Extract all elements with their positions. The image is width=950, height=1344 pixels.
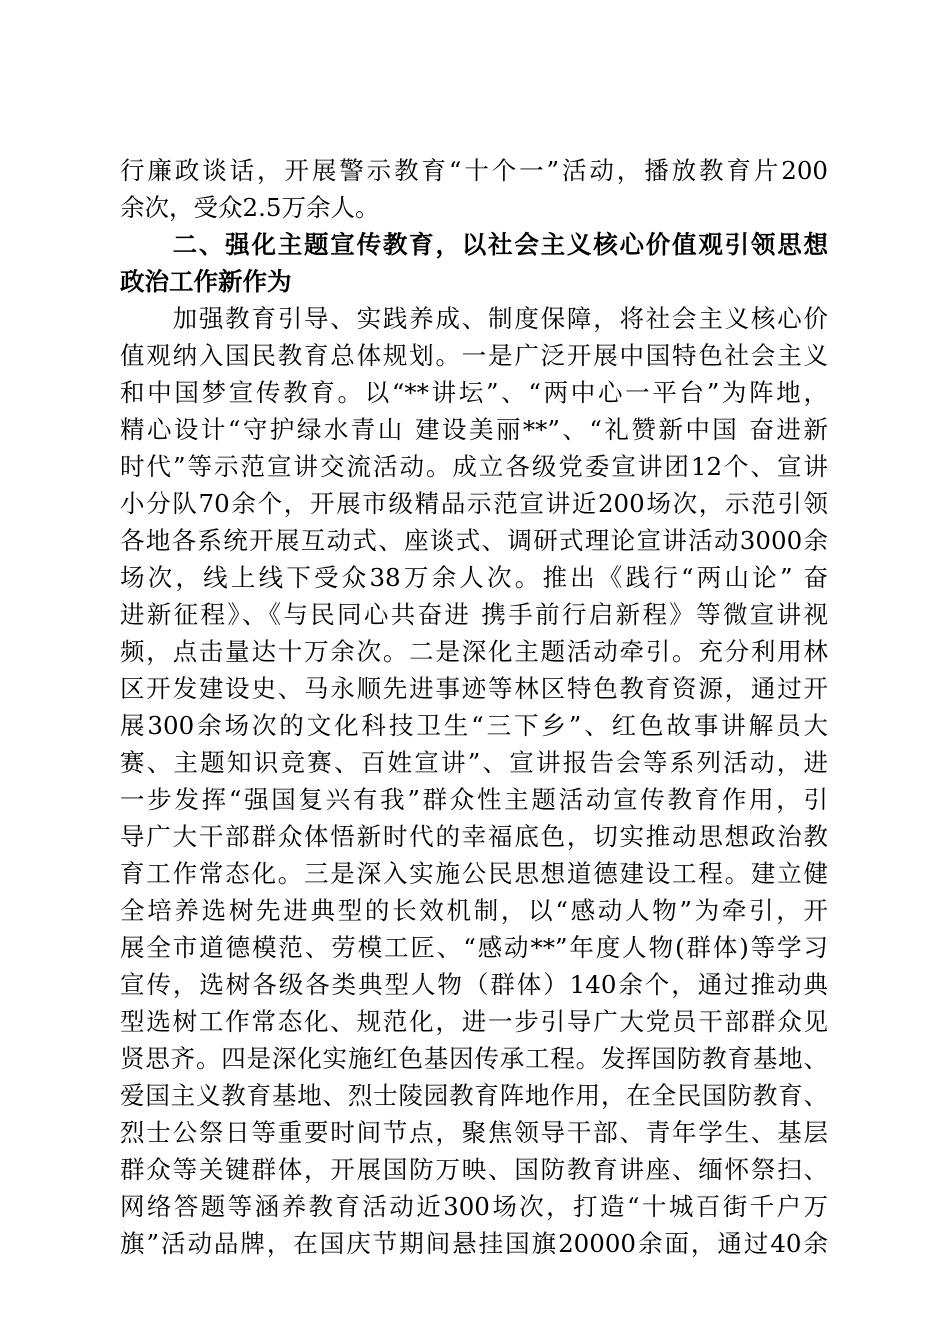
text-line: 加强教育引导、实践养成、制度保障，将社会主义核心价 xyxy=(120,304,828,333)
text-line: 值观纳入国民教育总体规划。一是广泛开展中国特色社会主义 xyxy=(120,341,828,370)
text-line: 和中国梦宣传教育。以“**讲坛”、“两中心一平台”为阵地， xyxy=(120,378,828,407)
document-page xyxy=(120,152,828,1262)
text-line: 贤思齐。四是深化实施红色基因传承工程。发挥国防教育基地、 xyxy=(120,1044,828,1073)
text-line: 旗”活动品牌，在国庆节期间悬挂国旗20000余面，通过40余 xyxy=(120,1229,828,1258)
text-line: 时代”等示范宣讲交流活动。成立各级党委宣讲团12个、宣讲 xyxy=(120,452,828,481)
text-line: 展300余场次的文化科技卫生“三下乡”、红色故事讲解员大 xyxy=(120,711,828,740)
text-line: 进新征程》、《与民同心共奋进 携手前行启新程》等微宣讲视 xyxy=(120,600,828,629)
text-line: 小分队70余个，开展市级精品示范宣讲近200场次，示范引领 xyxy=(120,489,828,518)
text-line: 精心设计“守护绿水青山 建设美丽**”、“礼赞新中国 奋进新 xyxy=(120,415,828,444)
text-line: 一步发挥“强国复兴有我”群众性主题活动宣传教育作用，引 xyxy=(120,785,828,814)
text-line: 导广大干部群众体悟新时代的幸福底色，切实推动思想政治教 xyxy=(120,822,828,851)
paragraph-continuation xyxy=(120,152,828,226)
text-line: 赛、主题知识竞赛、百姓宣讲”、宣讲报告会等系列活动，进 xyxy=(120,748,828,777)
text-line: 展全市道德模范、劳模工匠、“感动**”年度人物(群体)等学习 xyxy=(120,933,828,962)
text-line: 网络答题等涵养教育活动近300场次，打造“十城百街千户万 xyxy=(120,1192,828,1221)
text-line: 频，点击量达十万余次。二是深化主题活动牵引。充分利用林 xyxy=(120,637,828,666)
heading-line: 二、强化主题宣传教育，以社会主义核心价值观引领思想 xyxy=(120,230,828,259)
heading-line: 政治工作新作为 xyxy=(120,267,292,296)
text-line: 行廉政谈话，开展警示教育“十个一”活动，播放教育片200 xyxy=(120,156,828,185)
text-line: 余次，受众2.5万余人。 xyxy=(120,193,380,222)
text-line: 型选树工作常态化、规范化，进一步引导广大党员干部群众见 xyxy=(120,1007,828,1036)
text-line: 烈士公祭日等重要时间节点，聚焦领导干部、青年学生、基层 xyxy=(120,1118,828,1147)
text-line: 各地各系统开展互动式、座谈式、调研式理论宣讲活动3000余 xyxy=(120,526,828,555)
text-line: 全培养选树先进典型的长效机制，以“感动人物”为牵引，开 xyxy=(120,896,828,925)
text-line: 场次，线上线下受众38万余人次。推出《践行“两山论” 奋 xyxy=(120,563,828,592)
body-paragraph xyxy=(120,300,828,1262)
text-line: 群众等关键群体，开展国防万映、国防教育讲座、缅怀祭扫、 xyxy=(120,1155,828,1184)
text-line: 爱国主义教育基地、烈士陵园教育阵地作用，在全民国防教育、 xyxy=(120,1081,828,1110)
text-line: 区开发建设史、马永顺先进事迹等林区特色教育资源，通过开 xyxy=(120,674,828,703)
text-line: 宣传，选树各级各类典型人物（群体）140余个，通过推动典 xyxy=(120,970,828,999)
text-line: 育工作常态化。三是深入实施公民思想道德建设工程。建立健 xyxy=(120,859,828,888)
section-heading xyxy=(120,226,828,300)
